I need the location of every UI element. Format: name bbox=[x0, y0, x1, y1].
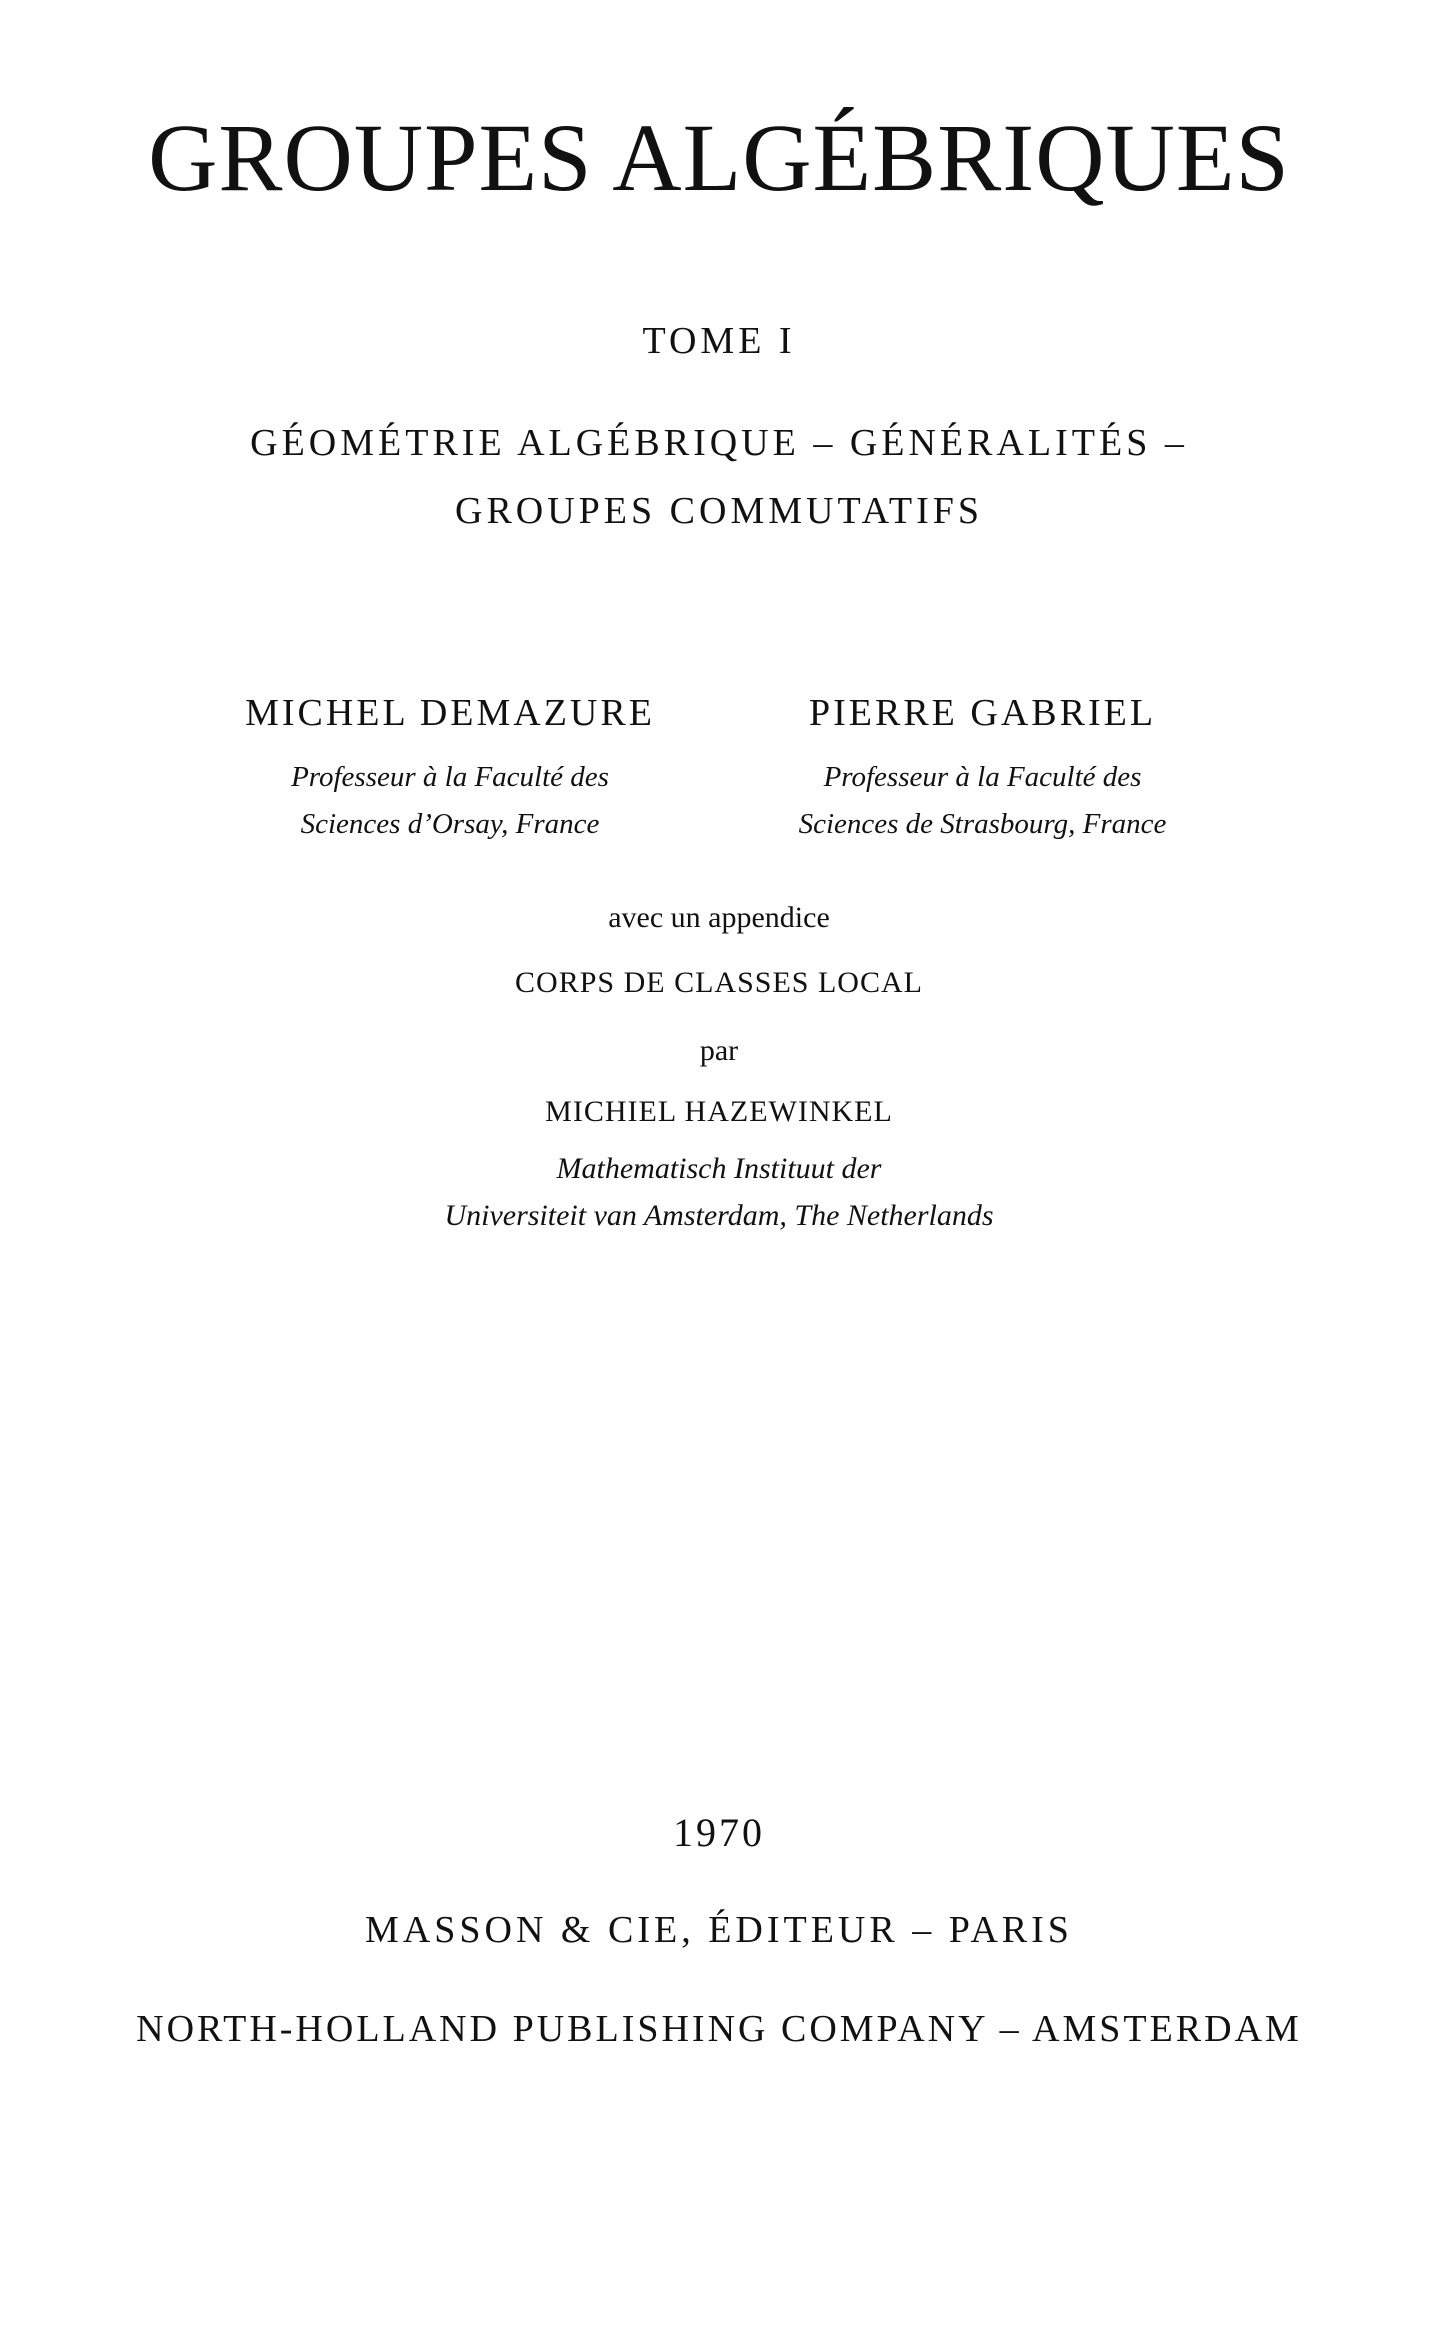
author-affiliation-line-2: Sciences de Strasbourg, France bbox=[798, 808, 1167, 840]
author-block-demazure bbox=[205, 694, 695, 848]
author-affiliation bbox=[205, 754, 695, 848]
subtitle-line-2: GROUPES COMMUTATIFS bbox=[455, 490, 983, 532]
appendix-title: CORPS DE CLASSES LOCAL bbox=[515, 966, 923, 999]
author-affiliation-line-1: Professeur à la Faculté des bbox=[291, 761, 609, 793]
author-block-gabriel bbox=[760, 694, 1205, 848]
appendix-by: par bbox=[699, 1034, 739, 1067]
appendix-intro: avec un appendice bbox=[608, 901, 830, 934]
author-name: MICHEL DEMAZURE bbox=[245, 692, 655, 734]
author-name: PIERRE GABRIEL bbox=[808, 692, 1157, 734]
publisher-line-2: NORTH-HOLLAND PUBLISHING COMPANY – AMSTERDAM bbox=[136, 2008, 1302, 2050]
subtitle-line-1: GÉOMÉTRIE ALGÉBRIQUE – GÉNÉRALITÉS – bbox=[250, 422, 1188, 464]
appendix-affiliation-line-2: Universiteit van Amsterdam, The Netherlands bbox=[444, 1199, 994, 1232]
volume-label: TOME I bbox=[642, 320, 796, 362]
author-affiliation bbox=[760, 754, 1205, 848]
book-title: GROUPES ALGÉBRIQUES bbox=[148, 104, 1290, 211]
appendix-affiliation-line-1: Mathematisch Instituut der bbox=[556, 1152, 882, 1185]
author-affiliation-line-2: Sciences d’Orsay, France bbox=[300, 808, 600, 840]
author-affiliation-line-1: Professeur à la Faculté des bbox=[823, 761, 1142, 793]
appendix-author: MICHIEL HAZEWINKEL bbox=[545, 1095, 893, 1128]
publication-year: 1970 bbox=[673, 1810, 765, 1855]
publisher-line-1: MASSON & CIE, ÉDITEUR – PARIS bbox=[365, 1909, 1073, 1951]
